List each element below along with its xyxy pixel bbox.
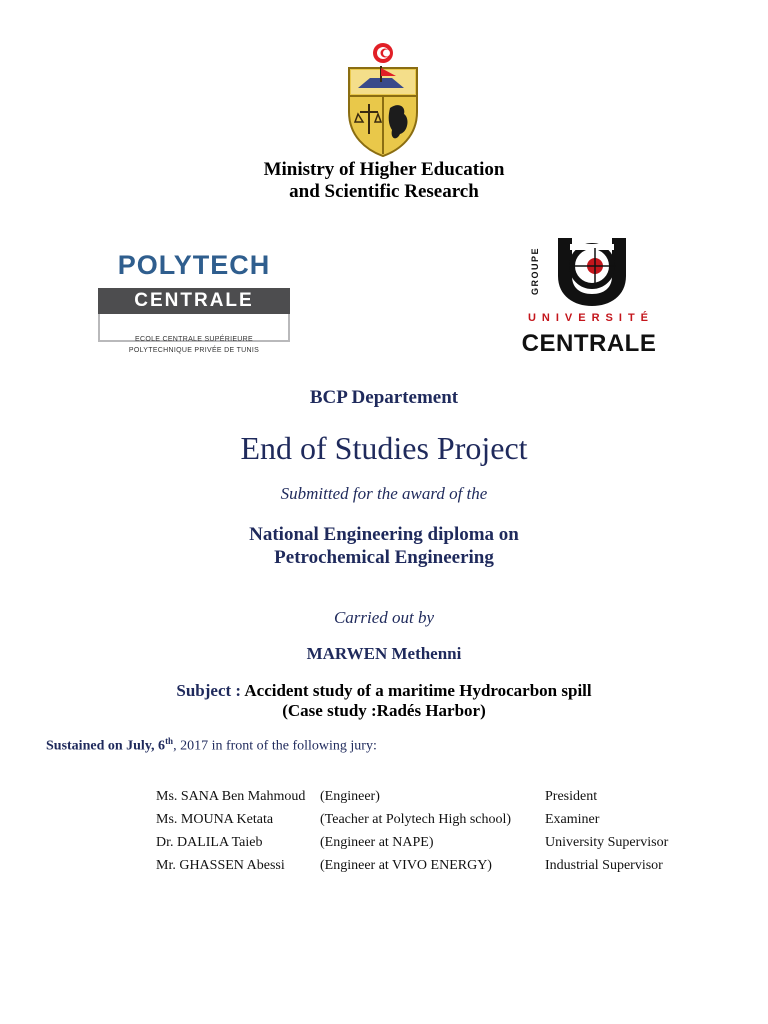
uc-emblem-icon <box>554 236 630 308</box>
jury-name: Ms. MOUNA Ketata <box>156 812 274 827</box>
jury-affiliation: (Engineer at NAPE) <box>320 835 434 850</box>
sustained-line <box>46 736 377 755</box>
carried-out-line: Carried out by <box>333 608 435 627</box>
jury-name: Dr. DALILA Taieb <box>156 835 263 850</box>
sustained-date-suffix: th <box>165 736 174 746</box>
polytech-logo-subtitle-2: POLYTECHNIQUE PRIVÉE DE TUNIS <box>128 347 260 354</box>
jury-role: President <box>545 789 598 804</box>
uc-logo-groupe: GROUPE <box>530 247 540 296</box>
sustained-rest: , 2017 in front of the following jury: <box>173 738 377 754</box>
tunisia-coat-of-arms-icon <box>340 42 426 158</box>
document-title: End of Studies Project <box>240 430 528 466</box>
uc-logo-universite: UNIVERSITÉ <box>527 312 654 324</box>
subject-case: (Case study :Radés Harbor) <box>282 701 486 720</box>
jury-role: Examiner <box>545 812 600 827</box>
submitted-line: Submitted for the award of the <box>280 484 488 503</box>
diploma-line-1: National Engineering diploma on <box>249 524 519 545</box>
uc-logo-centrale: CENTRALE <box>521 330 657 357</box>
subject-text: Accident study of a maritime Hydrocarbon spill <box>241 681 592 700</box>
sustained-date: Sustained on July, 6 <box>46 738 166 754</box>
subject-label: Subject : <box>176 681 242 700</box>
jury-name: Ms. SANA Ben Mahmoud <box>156 789 306 804</box>
diploma-line-2: Petrochemical Engineering <box>274 547 494 568</box>
polytech-logo-word: POLYTECH <box>117 250 271 280</box>
jury-name: Mr. GHASSEN Abessi <box>156 858 285 873</box>
jury-role: University Supervisor <box>545 835 669 850</box>
jury-role: Industrial Supervisor <box>545 858 663 873</box>
ministry-line-2: and Scientific Research <box>289 181 479 202</box>
polytech-logo-subtitle-1: ECOLE CENTRALE SUPÉRIEURE <box>135 336 253 343</box>
subject-line <box>0 681 768 701</box>
ministry-line-1: Ministry of Higher Education <box>263 159 505 180</box>
polytech-centrale-logo <box>96 250 292 360</box>
department: BCP Departement <box>309 387 459 408</box>
jury-affiliation: (Engineer) <box>320 789 380 804</box>
polytech-logo-band: CENTRALE <box>98 288 290 314</box>
universite-centrale-logo <box>508 232 670 358</box>
jury-affiliation: (Teacher at Polytech High school) <box>320 812 512 827</box>
jury-affiliation: (Engineer at VIVO ENERGY) <box>320 858 492 873</box>
author-name: MARWEN Methenni <box>306 644 462 663</box>
